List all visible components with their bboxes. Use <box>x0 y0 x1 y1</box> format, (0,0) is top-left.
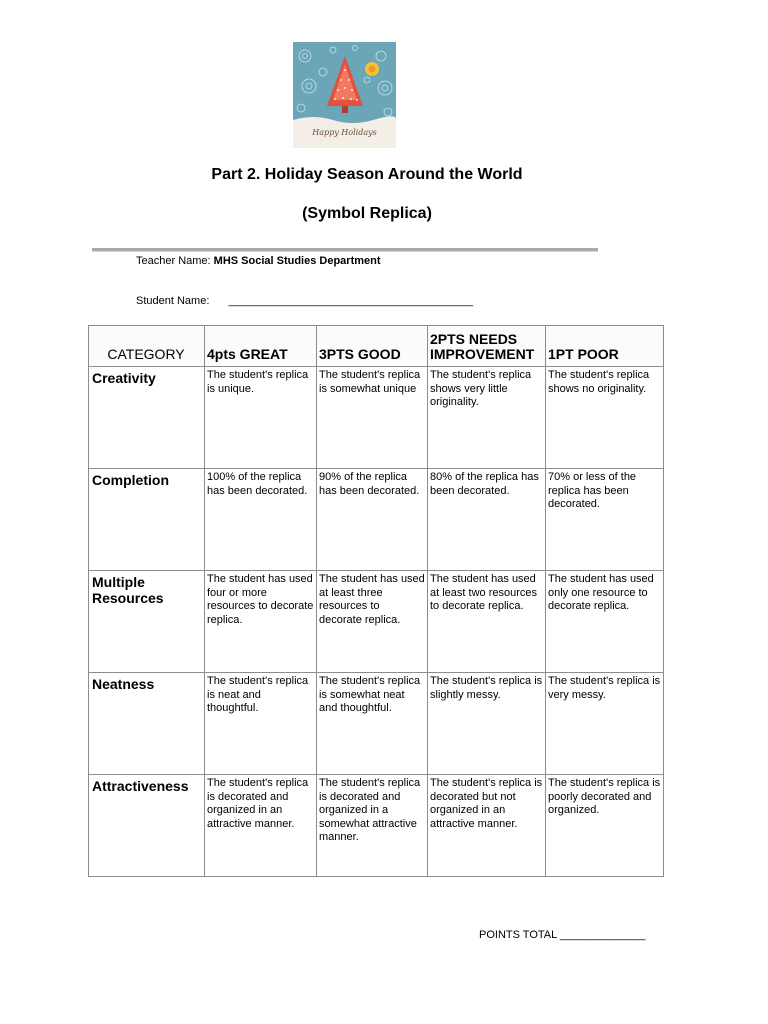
header-2pts: 2PTS NEEDS IMPROVEMENT <box>428 326 546 367</box>
cell-2pts: The student's replica is decorated but not organized in an attractive manner. <box>428 775 546 877</box>
row-category: Completion <box>89 469 205 571</box>
rubric-row-neatness <box>89 673 664 775</box>
header-3pts: 3PTS GOOD <box>317 326 428 367</box>
rubric-header-row <box>89 326 664 367</box>
cell-2pts: 80% of the replica has been decorated. <box>428 469 546 571</box>
cell-4pts: 100% of the replica has been decorated. <box>205 469 317 571</box>
student-name-label: Student Name: <box>136 295 210 307</box>
row-category: Attractiveness <box>89 775 205 877</box>
divider-line <box>92 248 598 252</box>
cell-4pts: The student's replica is unique. <box>205 367 317 469</box>
cell-2pts: The student has used at least two resources to decorate replica. <box>428 571 546 673</box>
cell-2pts: The student's replica is slightly messy. <box>428 673 546 775</box>
teacher-name-line <box>136 255 381 267</box>
cell-3pts: The student's replica is decorated and organized in a somewhat attractive manner. <box>317 775 428 877</box>
rubric-table <box>88 325 664 877</box>
rubric-row-attractiveness <box>89 775 664 877</box>
rubric-row-multiple-resources <box>89 571 664 673</box>
header-1pt: 1PT POOR <box>546 326 664 367</box>
cell-4pts: The student has used four or more resources to decorate replica. <box>205 571 317 673</box>
cell-3pts: The student's replica is somewhat neat and thoughtful. <box>317 673 428 775</box>
cell-1pt: The student has used only one resource to decorate replica. <box>546 571 664 673</box>
header-4pts: 4pts GREAT <box>205 326 317 367</box>
rubric-row-completion <box>89 469 664 571</box>
holiday-card-image <box>293 42 396 148</box>
header-category: CATEGORY <box>89 326 205 367</box>
cell-4pts: The student's replica is neat and thoughtful. <box>205 673 317 775</box>
christmas-tree-illustration <box>293 42 396 148</box>
teacher-name-value: MHS Social Studies Department <box>213 255 381 267</box>
row-category: Creativity <box>89 367 205 469</box>
cell-2pts: The student's replica shows very little originality. <box>428 367 546 469</box>
student-name-line <box>136 295 473 307</box>
cell-1pt: The student's replica is poorly decorated and organized. <box>546 775 664 877</box>
cell-1pt: 70% or less of the replica has been decorated. <box>546 469 664 571</box>
page-subtitle: (Symbol Replica) <box>302 205 432 222</box>
row-category: Neatness <box>89 673 205 775</box>
cell-1pt: The student's replica is very messy. <box>546 673 664 775</box>
student-name-blank[interactable]: ________________________________________ <box>228 295 474 307</box>
row-category: Multiple Resources <box>89 571 205 673</box>
points-total[interactable]: POINTS TOTAL ______________ <box>479 929 646 941</box>
cell-3pts: 90% of the replica has been decorated. <box>317 469 428 571</box>
cell-4pts: The student's replica is decorated and organized in an attractive manner. <box>205 775 317 877</box>
page-title: Part 2. Holiday Season Around the World <box>211 166 523 183</box>
cell-1pt: The student's replica shows no originality. <box>546 367 664 469</box>
happy-holidays-caption: Happy Holidays <box>312 128 377 137</box>
teacher-name-label: Teacher Name: <box>136 255 211 267</box>
cell-3pts: The student's replica is somewhat unique <box>317 367 428 469</box>
rubric-row-creativity <box>89 367 664 469</box>
cell-3pts: The student has used at least three resources to decorate replica. <box>317 571 428 673</box>
